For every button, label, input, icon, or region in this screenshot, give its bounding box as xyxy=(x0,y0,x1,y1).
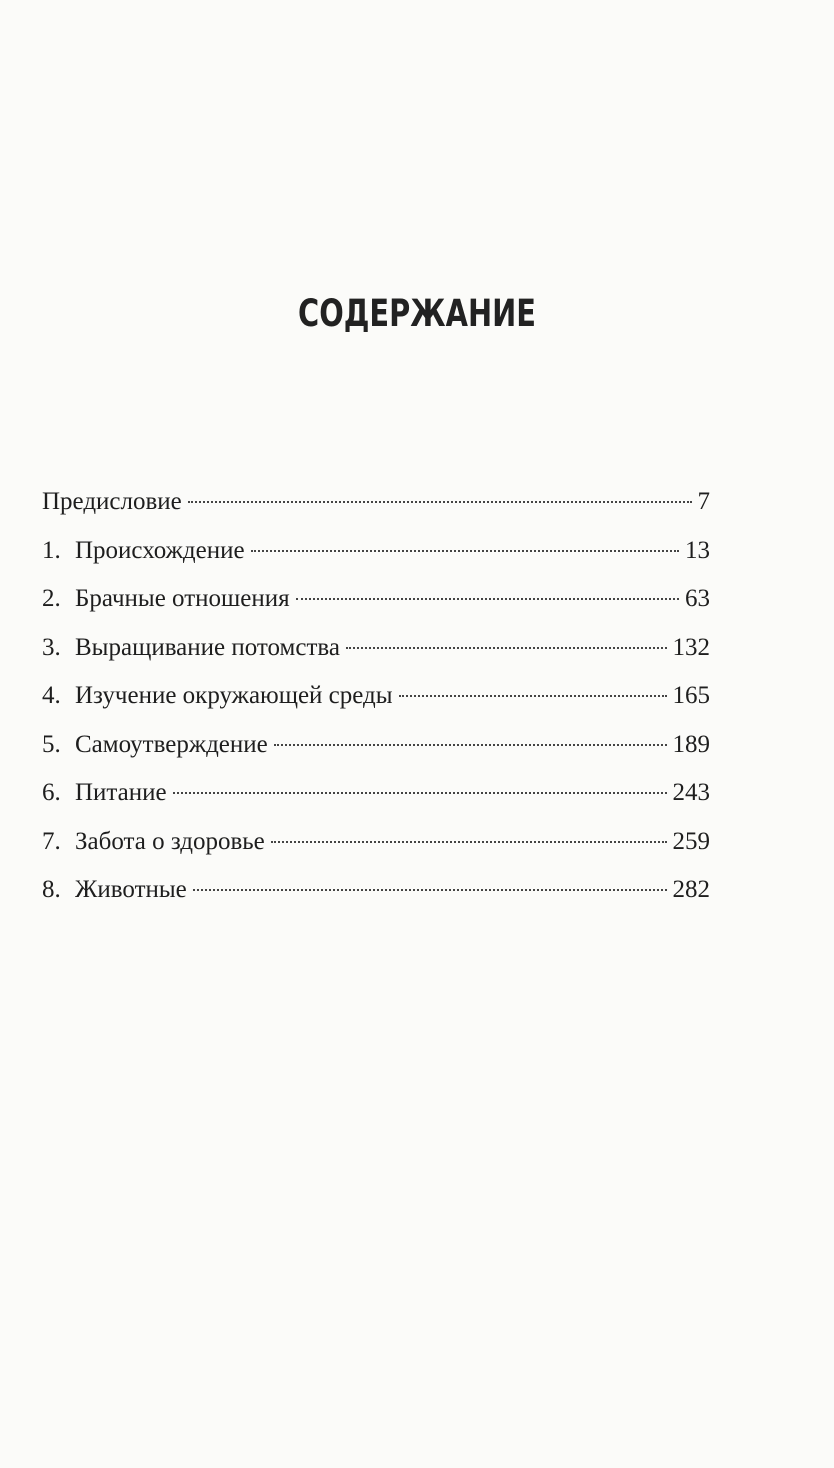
toc-entry-label: Животные xyxy=(75,876,187,903)
dot-leader xyxy=(274,744,667,746)
toc-entry-label: Происхождение xyxy=(75,536,245,564)
toc-entry-2 xyxy=(42,575,710,624)
toc-entry-7 xyxy=(42,818,710,867)
dot-leader xyxy=(251,550,679,552)
dot-leader xyxy=(296,598,679,600)
toc-entry-label: Питание xyxy=(75,779,167,806)
toc-entry-page: 63 xyxy=(685,585,710,612)
toc-entry-label: Изучение окружающей среды xyxy=(75,682,393,709)
table-of-contents xyxy=(42,478,710,915)
toc-entry-preface xyxy=(42,478,710,527)
dot-leader xyxy=(271,841,667,843)
toc-title: СОДЕРЖАНИЕ xyxy=(298,292,536,335)
toc-entry-number: 6. xyxy=(42,779,61,806)
toc-entry-6 xyxy=(42,769,710,818)
toc-entry-label: Брачные отношения xyxy=(75,585,290,612)
toc-entry-number: 2. xyxy=(42,585,61,612)
toc-entry-number: 8. xyxy=(42,876,61,903)
toc-entry-number: 7. xyxy=(42,827,61,855)
toc-entry-page: 189 xyxy=(672,730,710,758)
toc-entry-label: Самоутверждение xyxy=(75,730,268,758)
toc-entry-label: Забота о здоровье xyxy=(75,827,265,855)
toc-entry-number: 3. xyxy=(42,633,61,661)
dot-leader xyxy=(346,647,667,649)
toc-entry-page: 282 xyxy=(672,876,710,903)
toc-entry-page: 7 xyxy=(697,488,710,515)
toc-entry-page: 165 xyxy=(672,682,710,709)
toc-entry-1 xyxy=(42,527,710,576)
dot-leader xyxy=(399,695,667,697)
toc-entry-label: Предисловие xyxy=(42,488,182,515)
toc-entry-page: 243 xyxy=(672,779,710,806)
dot-leader xyxy=(193,889,667,891)
toc-entry-page: 13 xyxy=(685,536,710,564)
toc-entry-5 xyxy=(42,721,710,770)
toc-entry-number: 5. xyxy=(42,730,61,758)
toc-entry-page: 132 xyxy=(672,633,710,661)
toc-entry-4 xyxy=(42,672,710,721)
dot-leader xyxy=(188,501,692,503)
toc-entry-label: Выращивание потомства xyxy=(75,633,340,661)
toc-entry-3 xyxy=(42,624,710,673)
toc-entry-number: 1. xyxy=(42,536,61,564)
toc-entry-number: 4. xyxy=(42,682,61,709)
toc-entry-8 xyxy=(42,866,710,915)
toc-entry-page: 259 xyxy=(672,827,710,855)
dot-leader xyxy=(173,792,667,794)
